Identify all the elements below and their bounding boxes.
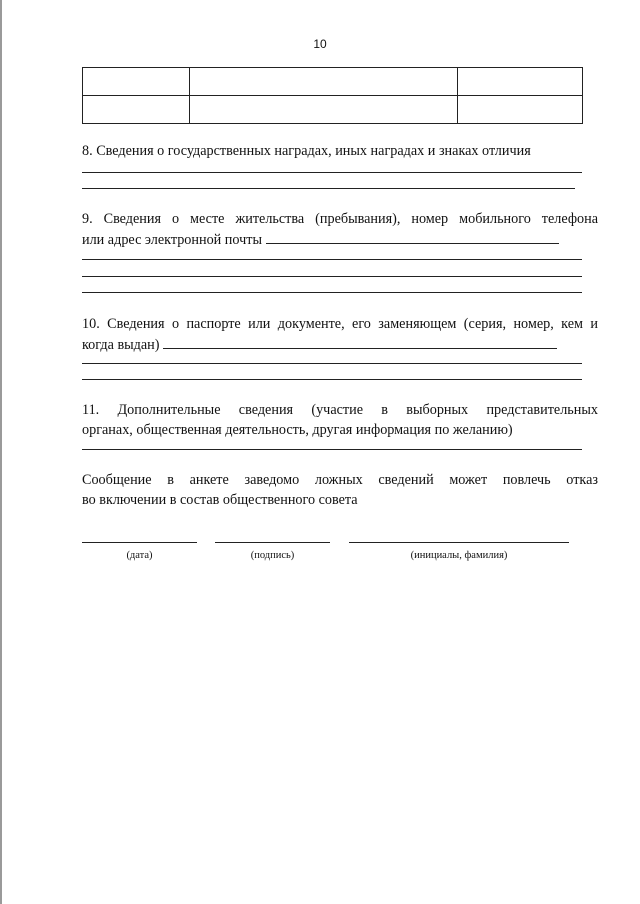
table-cell[interactable] bbox=[190, 96, 458, 124]
section-9-line2: или адрес электронной почты bbox=[82, 229, 598, 250]
section-11-line1: 11. Дополнительные сведения (участие в выборных представительных bbox=[82, 402, 598, 418]
table-cell[interactable] bbox=[83, 96, 190, 124]
section-10-line2: когда выдан) bbox=[82, 334, 598, 355]
warning-line2: во включении в состав общественного совета bbox=[82, 492, 358, 508]
answer-line[interactable] bbox=[82, 188, 575, 189]
answer-line[interactable] bbox=[82, 259, 582, 260]
continuation-table bbox=[82, 67, 583, 124]
answer-line[interactable] bbox=[82, 172, 582, 173]
page-edge bbox=[0, 0, 2, 904]
table-cell[interactable] bbox=[458, 96, 583, 124]
page-number: 10 bbox=[313, 37, 327, 51]
section-8-heading: 8. Сведения о государственных наградах, иных наградах и знаках отличия bbox=[82, 143, 531, 159]
name-line[interactable] bbox=[349, 542, 569, 543]
table-cell[interactable] bbox=[83, 68, 190, 96]
warning-line1: Сообщение в анкете заведомо ложных сведений может повлечь отказ bbox=[82, 472, 598, 488]
false-info-warning bbox=[82, 470, 598, 510]
answer-line[interactable] bbox=[82, 363, 582, 364]
date-label: (дата) bbox=[126, 550, 153, 561]
section-10-line1: 10. Сведения о паспорте или документе, его заменяющем (серия, номер, кем и bbox=[82, 316, 598, 332]
name-label: (инициалы, фамилия) bbox=[410, 550, 508, 561]
signature-line[interactable] bbox=[215, 542, 330, 543]
date-line[interactable] bbox=[82, 542, 197, 543]
section-11-line2: органах, общественная деятельность, другая информация по желанию) bbox=[82, 422, 513, 438]
section-10-heading bbox=[82, 314, 598, 355]
table-row bbox=[83, 96, 583, 124]
section-11-heading bbox=[82, 400, 598, 440]
table-cell[interactable] bbox=[458, 68, 583, 96]
answer-line[interactable] bbox=[82, 379, 582, 380]
answer-line[interactable] bbox=[82, 292, 582, 293]
section-9-heading bbox=[82, 209, 598, 250]
table-row bbox=[83, 68, 583, 96]
answer-line[interactable] bbox=[82, 449, 582, 450]
email-phone-field[interactable] bbox=[266, 229, 559, 244]
signature-label: (подпись) bbox=[250, 550, 295, 561]
table-cell[interactable] bbox=[190, 68, 458, 96]
answer-line[interactable] bbox=[82, 276, 582, 277]
section-9-line1: 9. Сведения о месте жительства (пребывания), номер мобильного телефона bbox=[82, 211, 598, 227]
passport-field[interactable] bbox=[163, 334, 557, 349]
